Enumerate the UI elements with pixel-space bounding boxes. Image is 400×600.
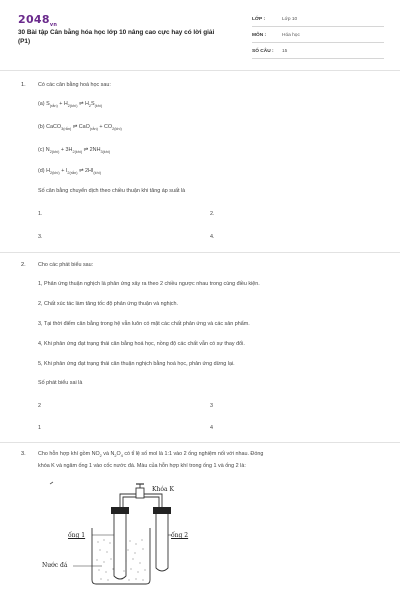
meta-row-subject: MÔN : Hóa học	[252, 30, 384, 43]
statement-2: 2, Chất xúc tác làm tăng tốc độ phản ứng thuận và nghịch.	[38, 301, 178, 307]
divider	[0, 252, 400, 253]
option-d[interactable]: 4	[210, 425, 213, 431]
question-text: Số phát biểu sai là	[38, 380, 83, 386]
divider	[0, 442, 400, 443]
option-d[interactable]: 4.	[210, 234, 215, 240]
reaction-a: (a) $S_{(rắn)} + H_{2(khí)}$ ⇌ $H_2S_{(khí)}$	[38, 101, 103, 109]
apparatus-figure	[40, 480, 220, 590]
question-text: Số cân bằng chuyển dịch theo chiều thuận khi tăng áp suất là	[38, 188, 186, 194]
site-logo[interactable]: $2048_{vn}$	[18, 13, 58, 29]
statement-3: 3, Tại thời điểm cân bằng trong hệ vẫn luôn có mặt các chất phản ứng và các sản phẩm.	[38, 321, 250, 327]
meta-row-class: LỚP : Lớp 10	[252, 14, 384, 27]
option-b[interactable]: 2.	[210, 211, 215, 217]
question-number: 3.	[21, 451, 26, 457]
option-a[interactable]: 2	[38, 403, 41, 409]
question-number: 1.	[21, 82, 26, 88]
reaction-d: (d) $H_{2(khí)} + I_{2(rắn)}$ ⇌ $2HI_{(khí)}$	[38, 168, 102, 176]
question-number: 2.	[21, 262, 26, 268]
question-prompt-cont: khóa K và ngâm ống 1 vào cốc nước đá. Màu của hỗn hợp khí trong ống 1 và ống 2 là:	[38, 463, 246, 469]
statement-5: 5, Khi phản ứng đạt trạng thái cân thuận nghịch bằng hoá học, phản ứng dừng lại.	[38, 361, 235, 367]
option-c[interactable]: 1	[38, 425, 41, 431]
reaction-b: (b) CaCO$_{3(rắn)}$ ⇌ $CaO_{(rắn)} + CO_{2(khí)}$	[38, 124, 122, 132]
divider	[0, 70, 400, 71]
page-header	[0, 0, 400, 64]
ice-water-label: Nước đá	[42, 562, 68, 569]
question-prompt: Cho các phát biểu sau:	[38, 262, 94, 268]
statement-4: 4, Khi phản ứng đạt trạng thái cân bằng hoá học, nồng độ các chất vẫn có sự thay đổi.	[38, 341, 245, 347]
question-prompt: Cho hỗn hợp khí gồm $NO_2$ và $N_2O_4$ có tỉ lệ số mol là 1:1 vào 2 ống nghiệm nối với nhau. Đóng	[38, 451, 264, 459]
page-title: 30 Bài tập Cân bằng hóa học lớp 10 nâng cao cực hay có lời giải (P1)	[18, 29, 215, 45]
apparatus-drawing	[40, 480, 220, 590]
reaction-c: (c) $N_{2(khí)} + 3H_{2(khí)}$ ⇌ $2NH_{3(khí)}$	[38, 147, 111, 155]
option-a[interactable]: 1.	[38, 211, 43, 217]
meta-panel	[252, 14, 384, 62]
tube-1-label: ống 1	[68, 532, 86, 539]
tube-2-label: ống 2	[171, 532, 189, 539]
option-b[interactable]: 3	[210, 403, 213, 409]
option-c[interactable]: 3.	[38, 234, 43, 240]
question-prompt: Có các cân bằng hoá học sau:	[38, 82, 111, 88]
meta-row-count: SỐ CÂU : 15	[252, 46, 384, 59]
valve-label: Khóa K	[152, 486, 174, 493]
statement-1: 1, Phản ứng thuận nghịch là phản ứng xảy ra theo 2 chiều ngược nhau trong cùng điều kiện.	[38, 281, 260, 287]
